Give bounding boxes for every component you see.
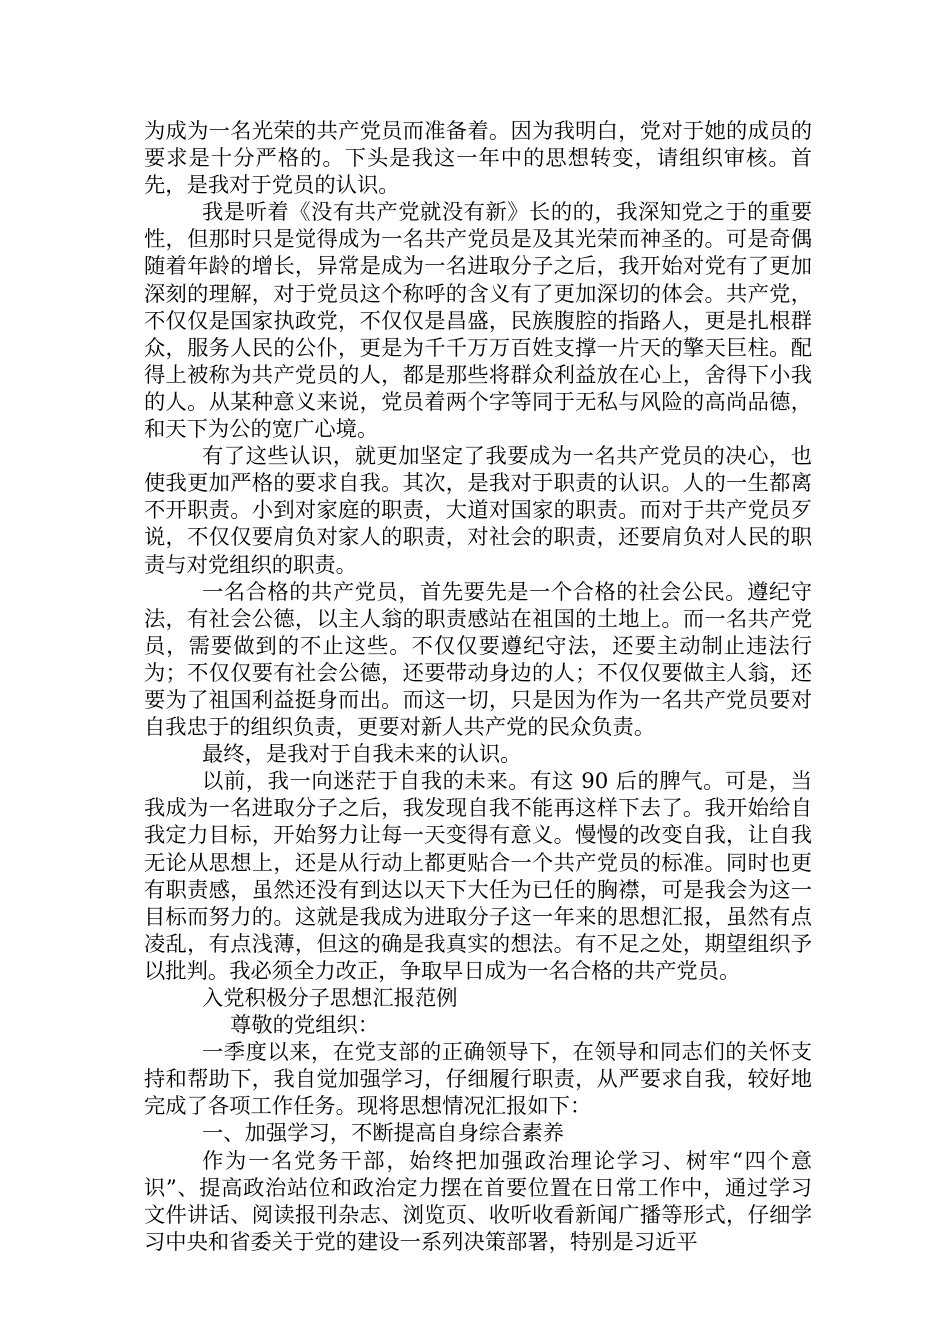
paragraph-7: 一季度以来，在党支部的正确领导下，在领导和同志们的关怀支持和帮助下，我自觉加强学习，仔细履行职责，从严要求自我，较好地完成了各项工作任务。现将思想情况汇报如下： (144, 1040, 812, 1120)
document-page (144, 118, 812, 1256)
paragraph-4: 一名合格的共产党员，首先要先是一个合格的社会公民。遵纪守法，有社会公德，以主人翁的职责感站在祖国的土地上。而一名共产党员，需要做到的不止这些。不仅仅要遵纪守法，还要主动制止违法行为；不仅仅要有社会公德，还要带动身边的人；不仅仅要做主人翁，还要为了祖国利益挺身而出。而这一切，只是因为作为一名共产党员要对自我忠于的组织负责，更要对新人共产党的民众负责。 (144, 579, 812, 741)
heading-1: 一、加强学习，不断提高自身综合素养 (202, 1121, 565, 1147)
paragraph-3: 有了这些认识，就更加坚定了我要成为一名共产党员的决心，也使我更加严格的要求自我。其次，是我对于职责的认识。人的一生都离不开职责。小到对家庭的职责，大道对国家的职责。而对于共产党员歹说，不仅仅要肩负对家人的职责，对社会的职责，还要肩负对人民的职责与对党组织的职责。 (144, 444, 812, 578)
section-title: 入党积极分子思想汇报范例 (202, 986, 458, 1011)
paragraph-1: 为成为一名光荣的共产党员而准备着。因为我明白，党对于她的成员的要求是十分严格的。下头是我这一年中的思想转变，请组织审核。首先，是我对于党员的认识。 (144, 119, 812, 199)
paragraph-2: 我是听着《没有共产党就没有新》长的的，我深知党之于的重要性，但那时只是觉得成为一名共产党员是及其光荣而神圣的。可是奇偶随着年龄的增长，异常是成为一名进取分子之后，我开始对党有了更加深刻的理解，对于党员这个称呼的含义有了更加深切的体会。共产党，不仅仅是国家执政党，不仅仅是昌盛，民族腹腔的指路人，更是扎根群众，服务人民的公仆，更是为千千万万百姓支撑一片天的擎天巨柱。配得上被称为共产党员的人，都是那些将群众利益放在心上，舍得下小我的人。从某种意义来说，党员着两个字等同于无私与风险的高尚品德，和天下为公的宽广心境。 (144, 200, 812, 443)
paragraph-6: 以前，我一向迷茫于自我的未来。有这 90 后的脾气。可是，当我成为一名进取分子之后，我发现自我不能再这样下去了。我开始给自我定力目标，开始努力让每一天变得有意义。慢慢的改变自我，让自我无论从思想上，还是从行动上都更贴合一个共产党员的标准。同时也更有职责感，虽然还没有到达以天下大任为已任的胸襟，可是我会为这一目标而努力的。这就是我成为进取分子这一年来的思想汇报，虽然有点凌乱，有点浅薄，但这的确是我真实的想法。有不足之处，期望组织予以批判。我必须全力改正，争取早日成为一名合格的共产党员。 (144, 769, 812, 984)
paragraph-5: 最终，是我对于自我未来的认识。 (202, 742, 522, 768)
salutation: 尊敬的党组织： (230, 1013, 380, 1039)
paragraph-8: 作为一名党务干部，始终把加强政治理论学习、树牢“四个意识”、提高政治站位和政治定力摆在首要位置在日常工作中，通过学习文件讲话、阅读报刊杂志、浏览页、收听收看新闻广播等形式，仔细学习中央和省委关于党的建设一系列决策部署，特别是习近平 (144, 1148, 812, 1255)
